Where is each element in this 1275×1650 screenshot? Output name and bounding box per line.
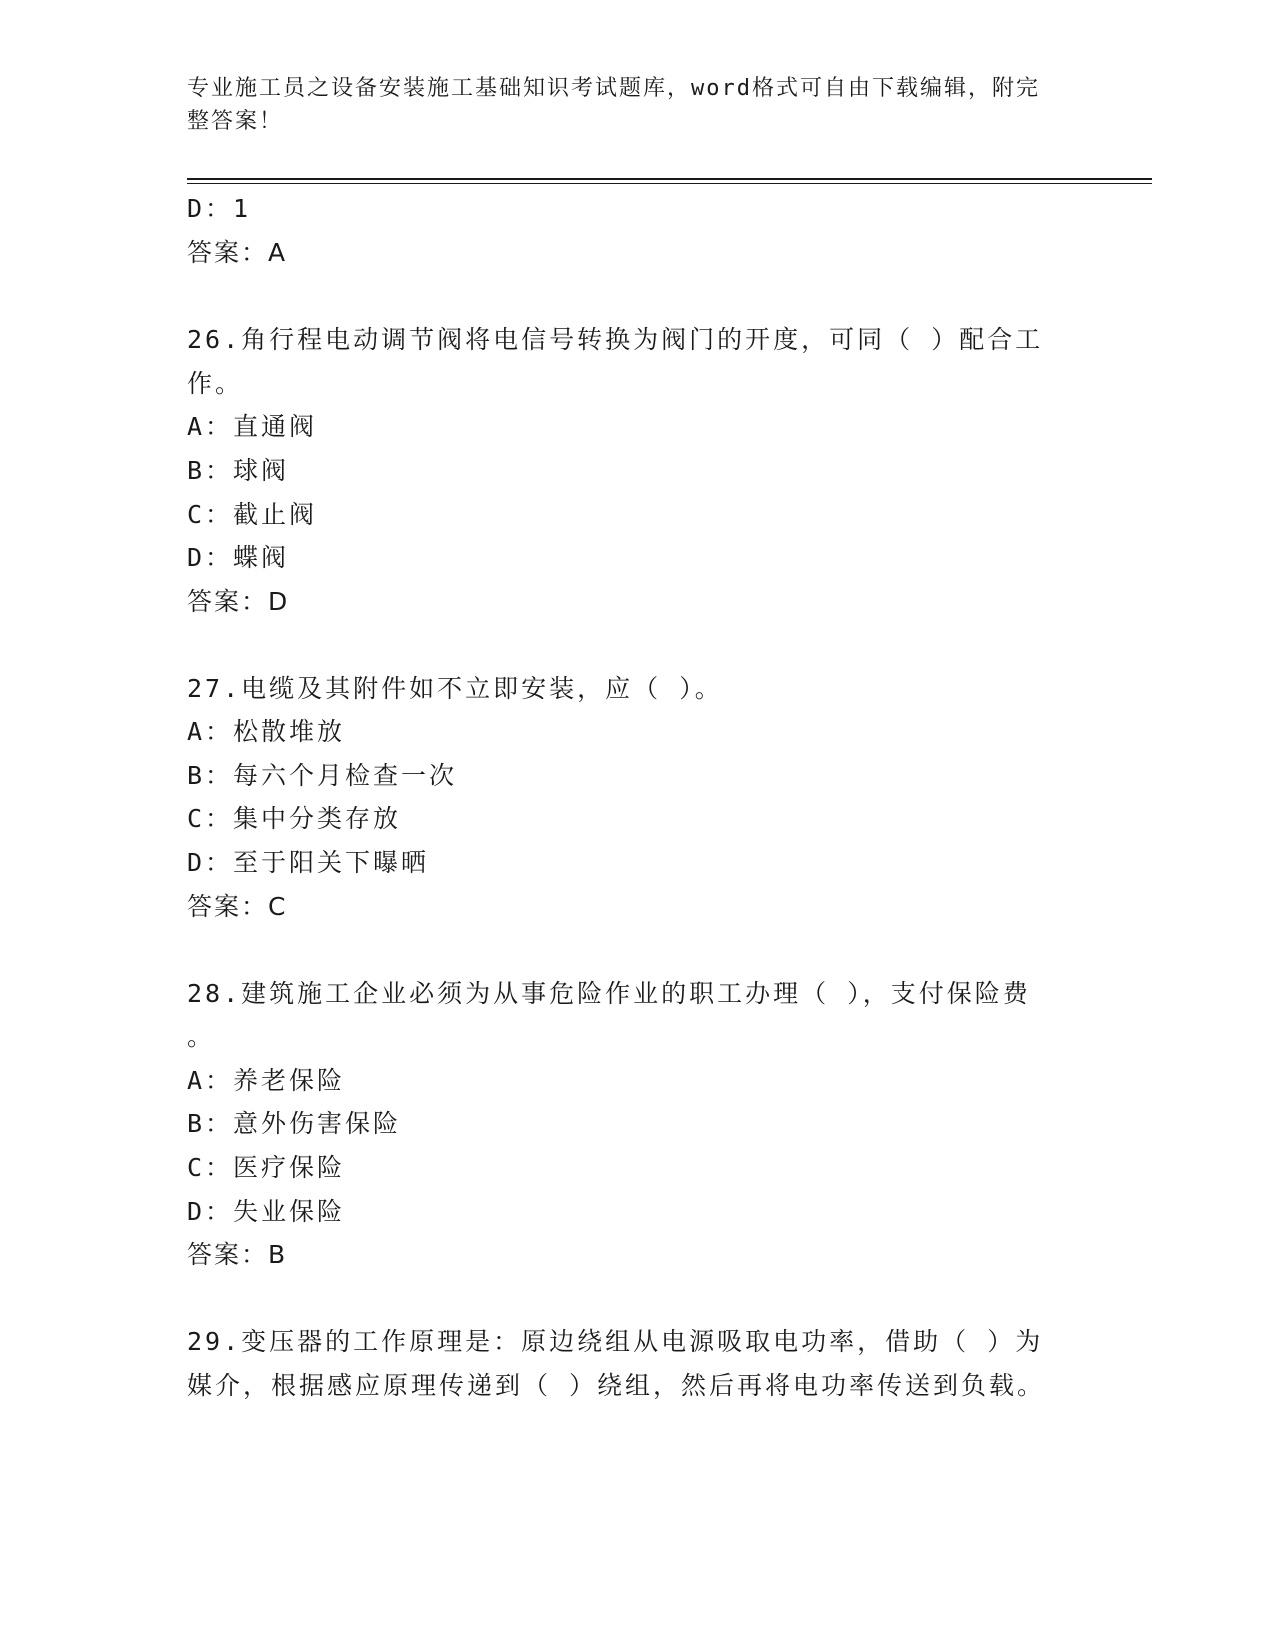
q28-option-d: D：失业保险 — [187, 1197, 346, 1226]
q29-text-line-1: 29.变压器的工作原理是：原边绕组从电源吸取电功率，借助（ ）为 — [187, 1327, 1044, 1356]
q26-option-b: B：球阀 — [187, 456, 290, 485]
q27-text-line-1: 27.电缆及其附件如不立即安装，应（ ）。 — [187, 674, 723, 703]
q27-option-c: C：集中分类存放 — [187, 804, 402, 833]
q26-text-line-2: 作。 — [187, 369, 244, 398]
q28-text-line-1: 28.建筑施工企业必须为从事危险作业的职工办理（ ），支付保险费 — [187, 979, 1031, 1008]
header-divider-thick — [187, 178, 1152, 180]
q26-answer: 答案：D — [187, 587, 290, 616]
q28-option-b: B：意外伤害保险 — [187, 1109, 402, 1138]
q26-option-c: C：截止阀 — [187, 500, 318, 529]
q28-answer: 答案：B — [187, 1240, 288, 1269]
header-line-2: 整答案！ — [187, 109, 284, 134]
q26-option-d: D：蝶阀 — [187, 543, 290, 572]
q25-option-d: D：1 — [187, 194, 252, 223]
q26-option-a: A：直通阀 — [187, 412, 318, 441]
document-header — [187, 72, 1067, 138]
q25-answer: 答案：A — [187, 238, 288, 267]
q28-text-line-2: 。 — [187, 1022, 216, 1051]
q27-option-d: D：至于阳关下曝晒 — [187, 848, 430, 877]
q28-option-a: A：养老保险 — [187, 1066, 346, 1095]
header-divider-thin — [187, 183, 1152, 184]
q27-option-a: A：松散堆放 — [187, 717, 346, 746]
q28-option-c: C：医疗保险 — [187, 1153, 346, 1182]
q26-text-line-1: 26.角行程电动调节阀将电信号转换为阀门的开度，可同（ ）配合工 — [187, 325, 1044, 354]
q27-answer: 答案：C — [187, 892, 288, 921]
header-line-1: 专业施工员之设备安装施工基础知识考试题库，word格式可自由下载编辑，附完 — [187, 76, 1040, 101]
q29-text-line-2: 媒介，根据感应原理传递到（ ）绕组，然后再将电功率传送到负载。 — [187, 1371, 1046, 1400]
q27-option-b: B：每六个月检查一次 — [187, 761, 458, 790]
